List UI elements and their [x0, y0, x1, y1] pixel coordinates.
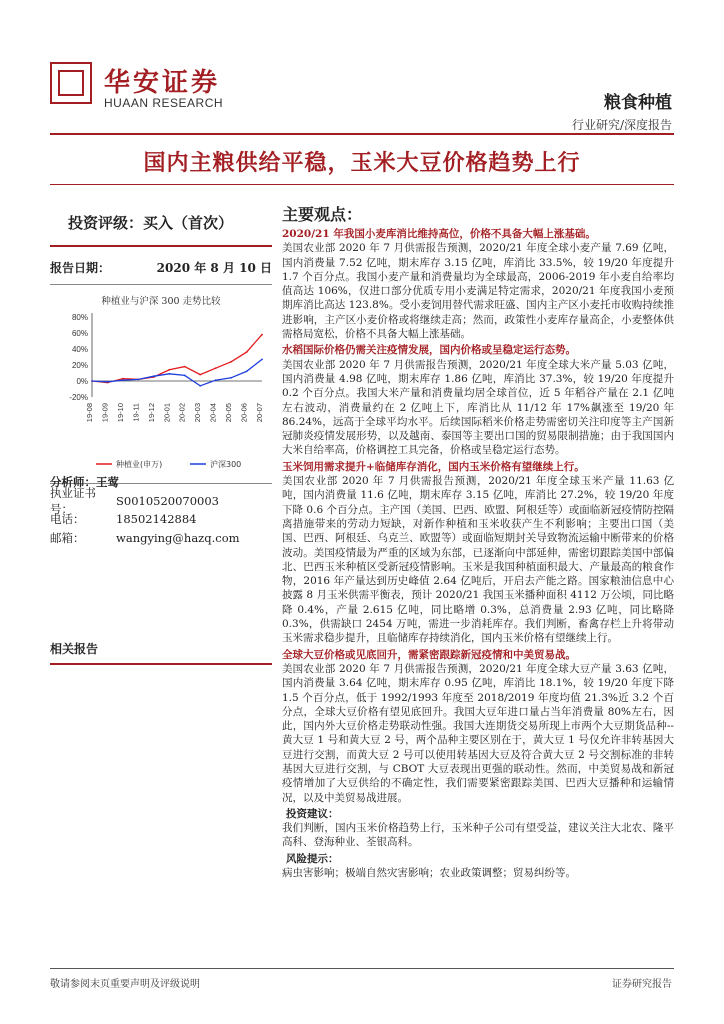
data-point — [122, 379, 124, 381]
section-text: 美国农业部 2020 年 7 月供需报告预测，2020/21 年度全球大米产量 5.03 亿吨，国内消费量 4.98 亿吨，期末库存 1.86 亿吨，库消比 37.3%，较 19/20 年度提升 0.2 个百分点。我国大米产量和消费量均居全球首位，近 5 年稻谷产量在 2.1 亿吨左右波动，消费量约在 2 亿吨上下，库消比从 11/12 年 17%飙涨至 19/20 年 86.24%，远高于全球平均水平。后续国际稻米价格走势需密切关注印度等主产国新冠肺炎疫情发展形势，以及越南、泰国等主要出口国的贸易限制措施；由于我国国内大米自给率高，价格调控工具完备，价格或呈稳定运行态势。 — [282, 358, 674, 457]
data-point — [153, 375, 155, 377]
logo-icon — [50, 62, 92, 104]
data-point — [215, 379, 217, 381]
email-address[interactable]: wangying@hazq.com — [116, 530, 240, 545]
report-date-row — [50, 259, 272, 276]
cert-label: 执业证书号： — [50, 485, 96, 516]
data-point — [246, 371, 248, 373]
analyst-name-label: 分析师： — [50, 475, 96, 490]
main-views — [282, 202, 674, 880]
report-type: 行业研究/深度报告 — [571, 118, 672, 132]
y-tick-label: 0% — [76, 377, 88, 386]
rating-divider — [50, 245, 272, 247]
analyst-block — [50, 473, 272, 547]
title-divider — [50, 184, 674, 185]
data-point — [261, 359, 263, 361]
investment-advice — [282, 807, 674, 850]
x-tick-label: 20-02 — [177, 403, 187, 423]
x-tick-label: 20-01 — [162, 403, 172, 423]
data-point — [168, 373, 170, 375]
x-tick-label: 19-11 — [131, 403, 141, 422]
data-point — [184, 366, 186, 368]
risk-text: 病虫害影响；极端自然灾害影响；农业政策调整；贸易纠纷等。 — [282, 867, 576, 880]
footer-label: 证券研究报告 — [612, 979, 672, 990]
y-tick-label: 40% — [71, 345, 88, 354]
data-point — [137, 379, 139, 381]
header-divider — [50, 133, 674, 135]
email-label: 邮箱： — [50, 530, 85, 545]
risk-warning — [282, 852, 674, 881]
cert-number: S0010520070003 — [116, 493, 219, 508]
x-tick-label: 20-05 — [224, 403, 234, 423]
data-point — [122, 378, 124, 380]
y-tick-label: 20% — [71, 361, 88, 370]
section-rice — [282, 343, 674, 457]
report-date-label: 报告日期： — [50, 261, 111, 275]
x-tick-label: 19-08 — [85, 403, 94, 423]
data-point — [184, 375, 186, 377]
section-soybean — [282, 648, 674, 805]
data-point — [246, 351, 248, 353]
analyst-phone-row — [50, 510, 272, 529]
date-divider — [50, 284, 272, 285]
data-point — [230, 377, 232, 379]
page-title: 国内主粮供给平稳，玉米大豆价格趋势上行 — [143, 150, 581, 176]
x-tick-label: 19-10 — [115, 403, 125, 423]
phone-number: 18502142884 — [116, 512, 197, 527]
data-point — [215, 367, 217, 369]
chart-title: 种植业与沪深 300 走势比较 — [101, 296, 221, 307]
industry-label: 粮食种植 — [604, 93, 672, 113]
investment-rating: 投资评级：买入（首次） — [68, 214, 234, 232]
y-tick-label: 60% — [71, 329, 88, 338]
x-tick-label: 19-09 — [100, 403, 110, 423]
analyst-email-row — [50, 529, 272, 548]
data-point — [261, 334, 263, 336]
data-point — [230, 361, 232, 363]
left-sidebar — [50, 200, 272, 484]
data-point — [91, 380, 93, 382]
data-point — [168, 369, 170, 371]
data-point — [107, 381, 109, 383]
section-text: 美国农业部 2020 年 7 月供需报告预测，2020/21 年度全球小麦产量 7.69 亿吨，国内消费量 7.52 亿吨，期末库存 3.15 亿吨，库消比 33.5%，较 19/20 年度提升 1.7 个百分点。我国小麦产量和消费量均为全球最高，2006-2019 年小麦自给率均值高达 106%，仅进口部分优质专用小麦满足特定需求，2020/21 年度我国小麦预期库消比高达 123.8%。受小麦饲用替代需求旺盛、国内主产区小麦托市收购持续推进影响，主产区小麦价格或将继续走高；然而，政策性小麦库存量高企，小麦整体供需格局宽松，价格不具备大幅上涨基础。 — [282, 242, 674, 341]
x-tick-label: 19-12 — [146, 403, 156, 423]
x-tick-label: 20-03 — [193, 403, 203, 423]
investment-text: 我们判断，国内玉米价格趋势上行，玉米种子公司有望受益，建议关注大北农、隆平高科、登海种业、荃银高科。 — [282, 822, 674, 849]
section-heading: 水稻国际价格仍需关注疫情发展，国内价格或呈稳定运行态势。 — [282, 344, 576, 357]
footer-divider — [50, 968, 674, 969]
section-heading: 全球大豆价格或见底回升，需紧密跟踪新冠疫情和中美贸易战。 — [282, 648, 576, 661]
x-tick-label: 20-06 — [239, 403, 249, 423]
y-tick-label: -20% — [69, 393, 88, 402]
company-name-en: HUAAN RESEARCH — [104, 96, 224, 110]
y-tick-label: 80% — [71, 313, 88, 322]
related-reports — [50, 640, 272, 665]
section-text: 美国农业部 2020 年 7 月供需报告预测，2020/21 年度全球玉米产量 11.63 亿吨，国内消费量 11.6 亿吨，期末库存 3.15 亿吨，库消比 27.2%，较 19/20 年度下降 0.6 个百分点。主产国（美国、巴西、欧盟、阿根廷等）或面临新冠疫情防控隔离措施带来的劳动力短缺，对新作种植和玉米收获产生不利影响；主要出口国（美国、巴西、阿根廷、乌克兰、欧盟等）或面临短期封关导致物流运输中断带来的价格波动。美国疫情最为严重的区域为东部，已逐渐向中部延伸，需密切跟踪美国中部偏北、巴西玉米种植区受新冠疫情影响。玉米是我国种植面积最大、产量最高的粮食作物，2016 年产量达到历史峰值 2.64 亿吨后，开启去产能之路。国家粮油信息中心披露 8 月玉米供需平衡表，预计 2020/21 我国玉米播种面积 4112 万公顷，同比略降 0.4%，产量 2.615 亿吨，同比略增 0.3%，总消费量 2.93 亿吨，同比略降 0.3%，供需缺口 2454 万吨，需进一步消耗库存。我们判断，畜禽存栏上升将带动玉米需求稳步提升，且临储库存持续消化，国内玉米价格有望继续上行。 — [282, 475, 674, 645]
footer-disclaimer: 敬请参阅末页重要声明及评级说明 — [50, 979, 200, 990]
legend-label: 沪深300 — [210, 460, 242, 469]
company-name-cn: 华安证券 — [104, 68, 221, 98]
data-point — [199, 374, 201, 376]
investment-heading: 投资建议： — [286, 807, 339, 820]
section-heading: 玉米饲用需求提升+临储库存消化，国内玉米价格有望继续上行。 — [282, 460, 585, 473]
analyst-name: 王莺 — [96, 475, 119, 490]
x-tick-label: 20-04 — [208, 403, 218, 423]
section-text: 美国农业部 2020 年 7 月供需报告预测，2020/21 年度全球大豆产量 3.63 亿吨，国内消费量 3.64 亿吨，期末库存 0.95 亿吨，库消比 18.1%，较 19/20 年度下降 1.5 个百分点，低于 1992/1993 年度至 2018/2019 年度均值 21.3%近 3.2 个百分点，全球大豆价格有望见底回升。我国大豆年进口量占当年消费量 80%左右，因此，国内外大豆价格走势联动性强。我国大连期货交易所现上市两个大豆期货品种--黄大豆 1 号和黄大豆 2 号，两个品种主要区别在于，黄大豆 1 号仅允许非转基因大豆进行交割，而黄大豆 2 号可以使用转基因大豆及符合黄大豆 2 号交割标准的非转基因大豆进行交割，与 CBOT 大豆表现出更强的联动性。然而，中美贸易战和新冠疫情增加了大豆供给的不确定性，我们需要紧密跟踪美国、巴西大豆播种和运输情况，以及中美贸易战进展。 — [282, 662, 674, 804]
section-wheat — [282, 227, 674, 341]
main-views-title: 主要观点： — [282, 207, 363, 224]
series-line-hs300 — [92, 359, 262, 385]
performance-chart — [50, 309, 272, 477]
report-date: 2020 年 8 月 10 日 — [156, 261, 272, 275]
related-reports-label: 相关报告 — [50, 642, 99, 656]
phone-label: 电话： — [50, 512, 85, 527]
section-corn — [282, 460, 674, 646]
related-divider — [50, 663, 272, 665]
legend-label: 种植业(申万) — [116, 460, 163, 469]
x-tick-label: 20-07 — [255, 403, 264, 423]
risk-heading: 风险提示： — [286, 852, 339, 865]
section-heading: 2020/21 年我国小麦库消比维持高位，价格不具备大幅上涨基础。 — [282, 228, 596, 240]
data-point — [199, 385, 201, 387]
analyst-cert-row — [50, 485, 272, 516]
